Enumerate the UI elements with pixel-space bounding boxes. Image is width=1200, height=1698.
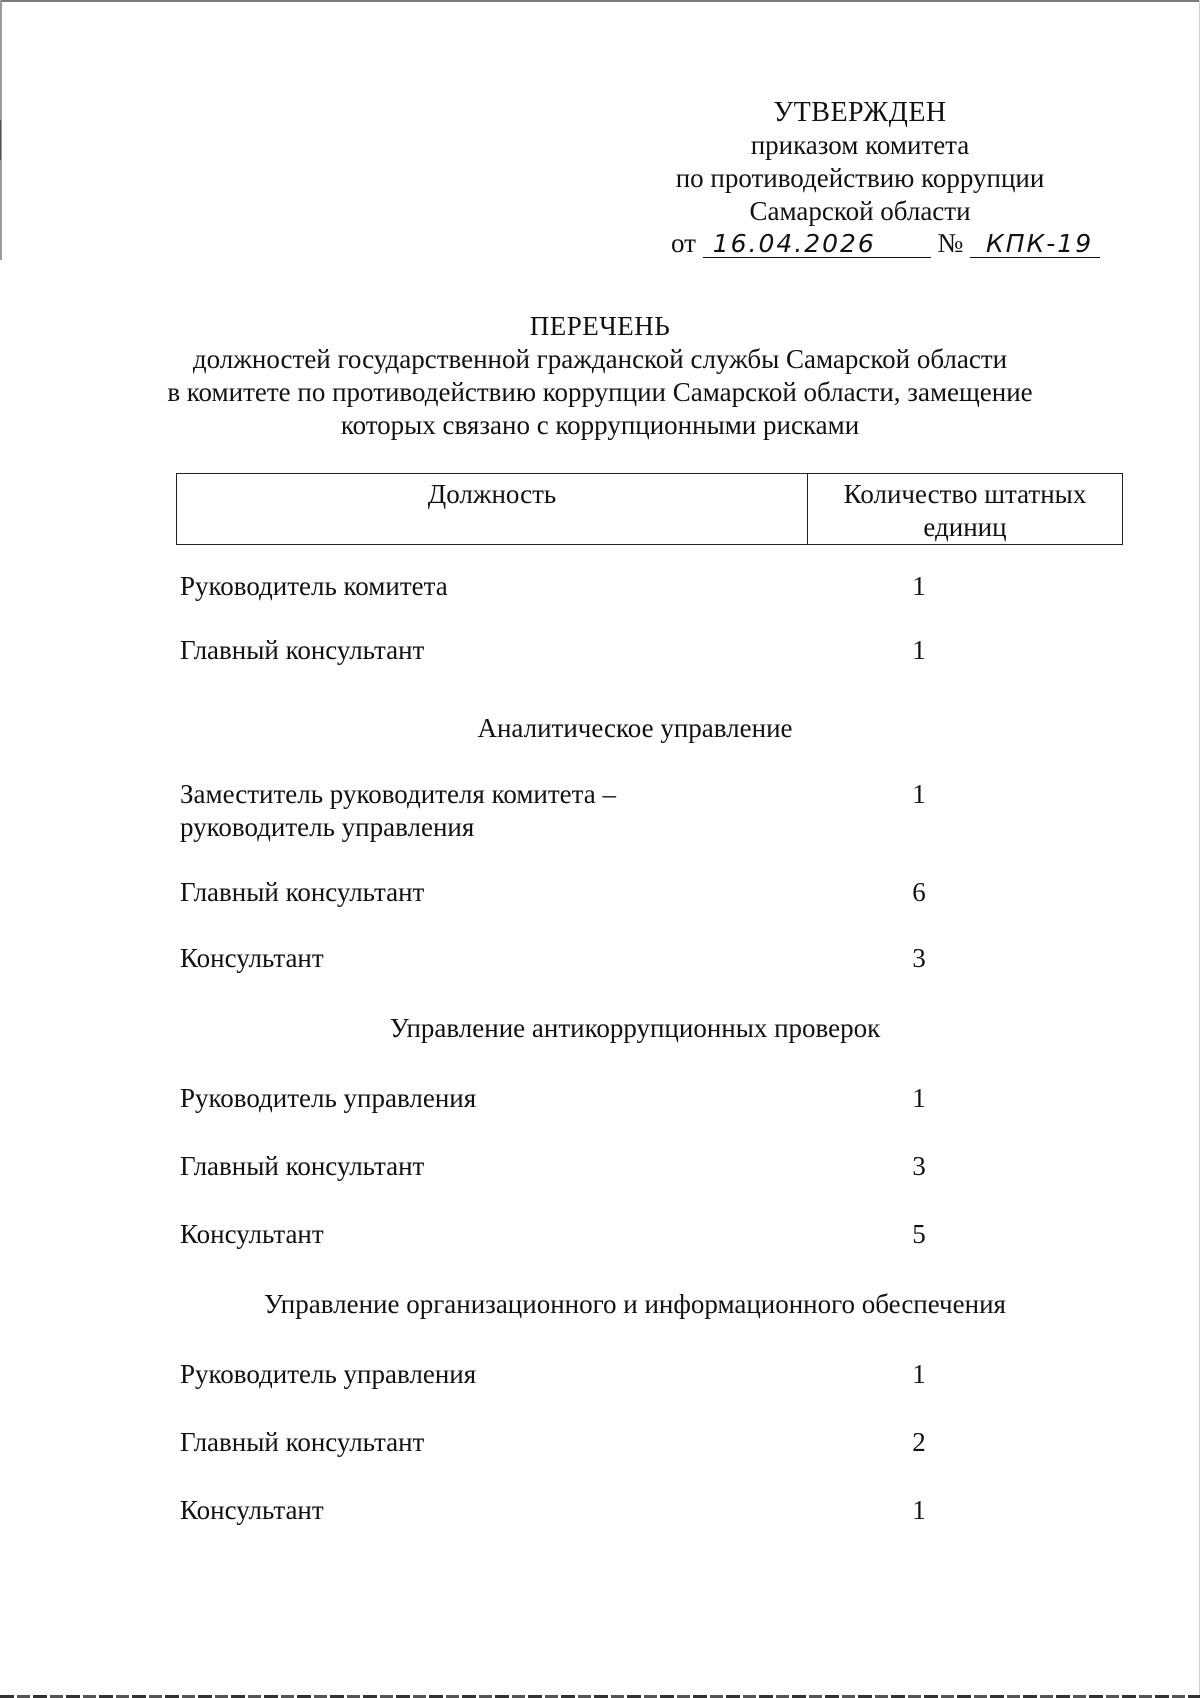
position-name [180,1150,780,1183]
scan-edge-left-mark [0,120,1,160]
position-name-line: Главный консультант [180,877,425,907]
position-name [180,1218,780,1251]
position-name [180,1358,780,1391]
section-title: Управление организационного и информационного обеспечения [264,1289,1006,1319]
position-name [180,634,780,667]
table-row [180,778,1125,844]
position-name [180,876,780,909]
position-name-line: Заместитель руководителя комитета – [180,779,617,809]
section-title: Аналитическое управление [477,713,793,743]
position-name-line: Главный консультант [180,635,425,665]
section-row [180,1012,1125,1045]
position-name [180,1426,780,1459]
staff-count: 1 [912,635,926,665]
table-row [180,1218,1125,1251]
staff-count: 5 [912,1219,926,1249]
staff-count: 1 [912,571,926,601]
approval-line: по противодействию коррупции [675,163,1045,193]
approval-block [640,96,1080,228]
approval-line: приказом комитета [750,130,970,160]
table-header [176,473,1123,545]
position-name-line: руководитель управления [180,812,475,842]
document-subtitle-line: в комитете по противодействию коррупции Самарской области, замещение [167,377,1033,407]
staff-count: 1 [912,1359,926,1389]
handwritten-number: КПК-19 [970,231,1100,258]
position-name-line: Консультант [180,1495,324,1525]
column-header-count-line: единиц [923,512,1007,542]
document-subtitle-line: должностей государственной гражданской службы Самарской области [192,344,1008,374]
approval-date-number [671,227,1100,260]
section-row [180,712,1125,745]
table-row [180,1426,1125,1459]
position-name-line: Консультант [180,943,324,973]
approval-heading: УТВЕРЖДЕН [773,97,947,128]
section-title: Управление антикоррупционных проверок [389,1013,881,1043]
position-name-line: Руководитель управления [180,1359,477,1389]
staff-count: 2 [912,1427,926,1457]
document-subtitle-line: которых связано с коррупционными рисками [340,410,860,440]
document-title: ПЕРЕЧЕНЬ [529,311,671,341]
position-name-line: Главный консультант [180,1427,425,1457]
document-title-block [150,310,1050,442]
column-header-post: Должность [177,474,808,544]
date-prefix: от [671,228,696,258]
approval-line: Самарской области [749,196,971,226]
table-row [180,1358,1125,1391]
table-row [180,942,1125,975]
table-row [180,570,1125,603]
staff-count: 1 [912,1495,926,1525]
position-name [180,1494,780,1527]
table-row [180,876,1125,909]
staff-count: 3 [912,1151,926,1181]
scan-edge-top [0,0,1200,2]
position-name-line: Руководитель управления [180,1083,477,1113]
number-prefix: № [937,228,964,258]
section-row [180,1288,1125,1321]
table-row [180,1082,1125,1115]
staff-count: 3 [912,943,926,973]
staff-count: 6 [912,877,926,907]
table-row [180,634,1125,667]
staff-count: 1 [912,779,926,809]
position-name [180,1082,780,1115]
position-name-line: Консультант [180,1219,324,1249]
column-header-count [808,474,1122,544]
position-name [180,570,780,603]
column-header-count-line: Количество штатных [843,479,1087,509]
position-name [180,778,780,844]
position-name-line: Главный консультант [180,1151,425,1181]
table-row [180,1494,1125,1527]
staff-count: 1 [912,1083,926,1113]
position-name [180,942,780,975]
position-name-line: Руководитель комитета [180,571,448,601]
handwritten-date: 16.04.2026 [703,231,931,258]
table-row [180,1150,1125,1183]
